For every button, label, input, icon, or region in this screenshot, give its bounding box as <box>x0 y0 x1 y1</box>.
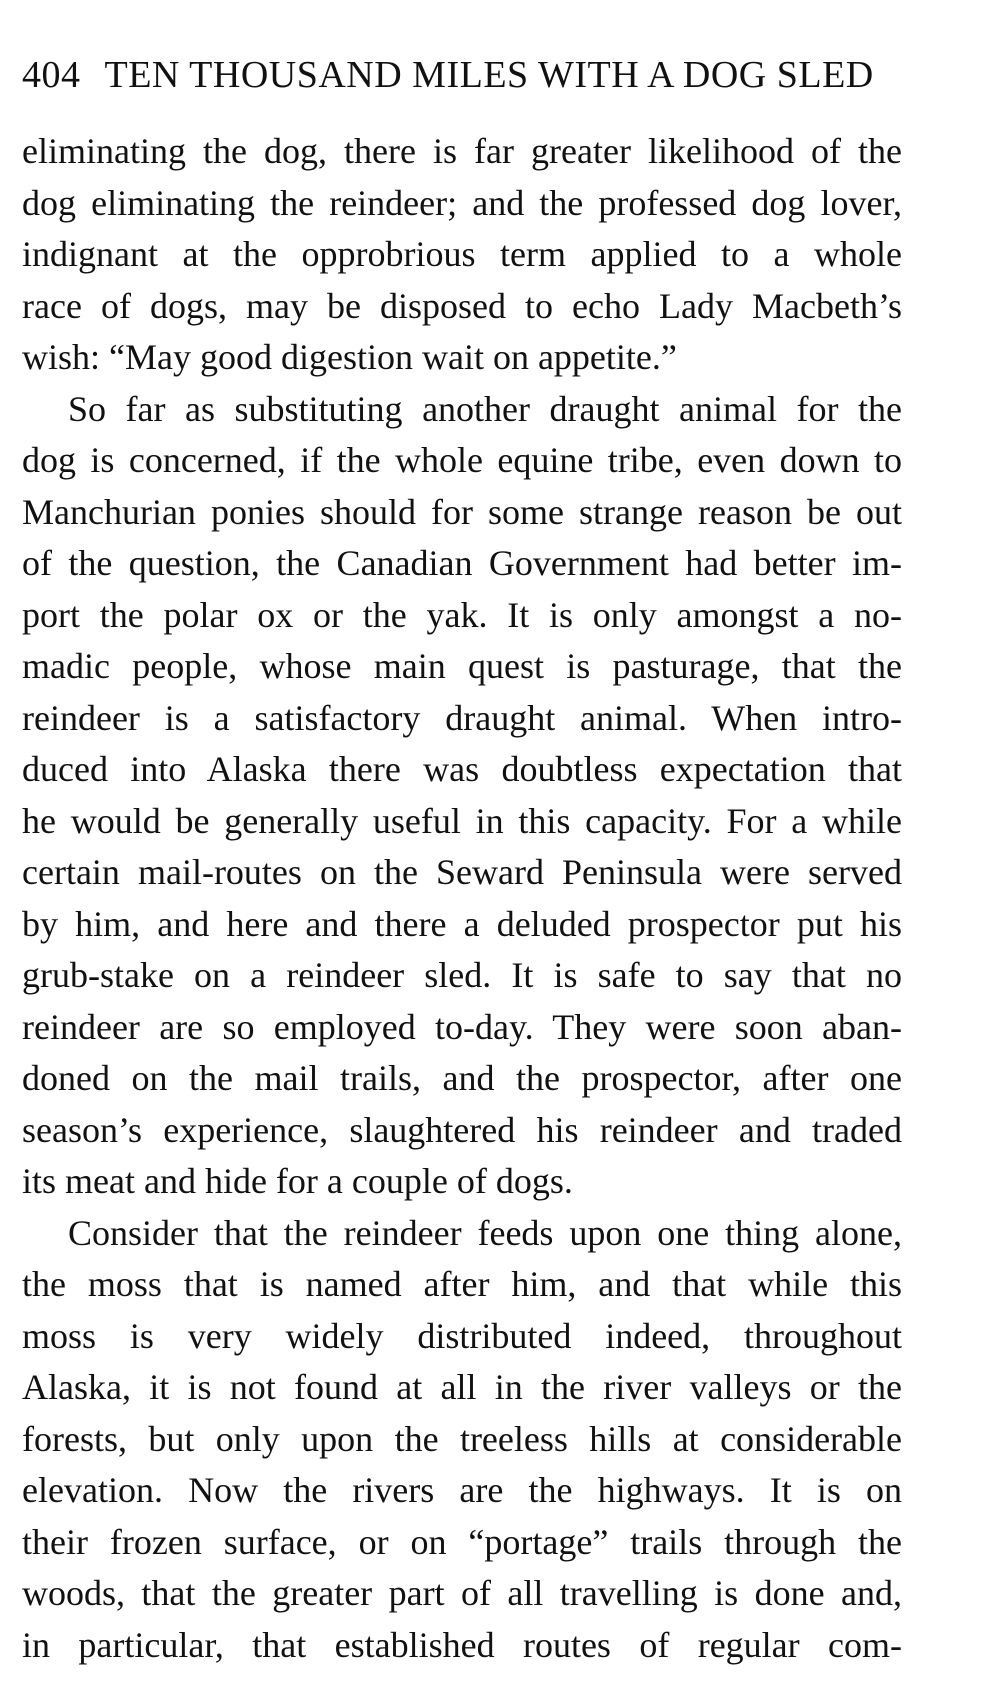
text-line: woods, that the greater part of all travelling is done and, <box>22 1573 902 1613</box>
text-line: in particular, that established routes of regular com- <box>22 1624 902 1665</box>
text-line: moss is very widely distributed indeed, throughout <box>22 1315 902 1356</box>
paragraph-first-line: Consider that the reindeer feeds upon one thing alone, <box>68 1212 902 1253</box>
body-text <box>22 126 902 1671</box>
paragraph-first-line: So far as substituting another draught animal for the <box>68 388 902 429</box>
text-line: indignant at the opprobrious term applied to a whole <box>22 234 902 274</box>
text-line: wish: “May good digestion wait on appetite.” <box>22 337 677 377</box>
text-line: of the question, the Canadian Government had better im- <box>22 543 902 583</box>
text-line: Manchurian ponies should for some strange reason be out <box>22 491 902 532</box>
text-line: he would be generally useful in this capacity. For a while <box>22 800 902 841</box>
text-line: reindeer is a satisfactory draught animal. When intro- <box>22 697 902 738</box>
text-line: their frozen surface, or on “portage” trails through the <box>22 1521 902 1562</box>
text-line: madic people, whose main quest is pasturage, that the <box>22 646 902 686</box>
text-line: dog eliminating the reindeer; and the professed dog lover, <box>22 182 902 223</box>
text-line: season’s experience, slaughtered his reindeer and traded <box>22 1109 902 1150</box>
text-line: elevation. Now the rivers are the highways. It is on <box>22 1470 902 1510</box>
text-line: certain mail-routes on the Seward Peninsula were served <box>22 852 902 892</box>
text-line: eliminating the dog, there is far greater likelihood of the <box>22 131 902 171</box>
text-line: dog is concerned, if the whole equine tribe, even down to <box>22 440 902 480</box>
text-line: grub-stake on a reindeer sled. It is safe to say that no <box>22 955 902 995</box>
text-line: race of dogs, may be disposed to echo Lady Macbeth’s <box>22 285 902 326</box>
text-line: duced into Alaska there was doubtless expectation that <box>22 749 902 789</box>
text-line: forests, but only upon the treeless hills at considerable <box>22 1418 902 1459</box>
text-line: its meat and hide for a couple of dogs. <box>22 1161 573 1201</box>
text-line: doned on the mail trails, and the prospector, after one <box>22 1058 902 1098</box>
text-line: port the polar ox or the yak. It is only amongst a no- <box>22 594 902 635</box>
text-line: Alaska, it is not found at all in the river valleys or the <box>22 1367 902 1407</box>
text-line: the moss that is named after him, and that while this <box>22 1264 902 1304</box>
running-head-title: TEN THOUSAND MILES WITH A DOG SLED <box>104 54 874 96</box>
text-line: reindeer are so employed to-day. They were soon aban- <box>22 1006 902 1047</box>
text-line: by him, and here and there a deluded prospector put his <box>22 903 902 944</box>
running-head <box>22 50 922 100</box>
page-number: 404 <box>22 54 81 96</box>
